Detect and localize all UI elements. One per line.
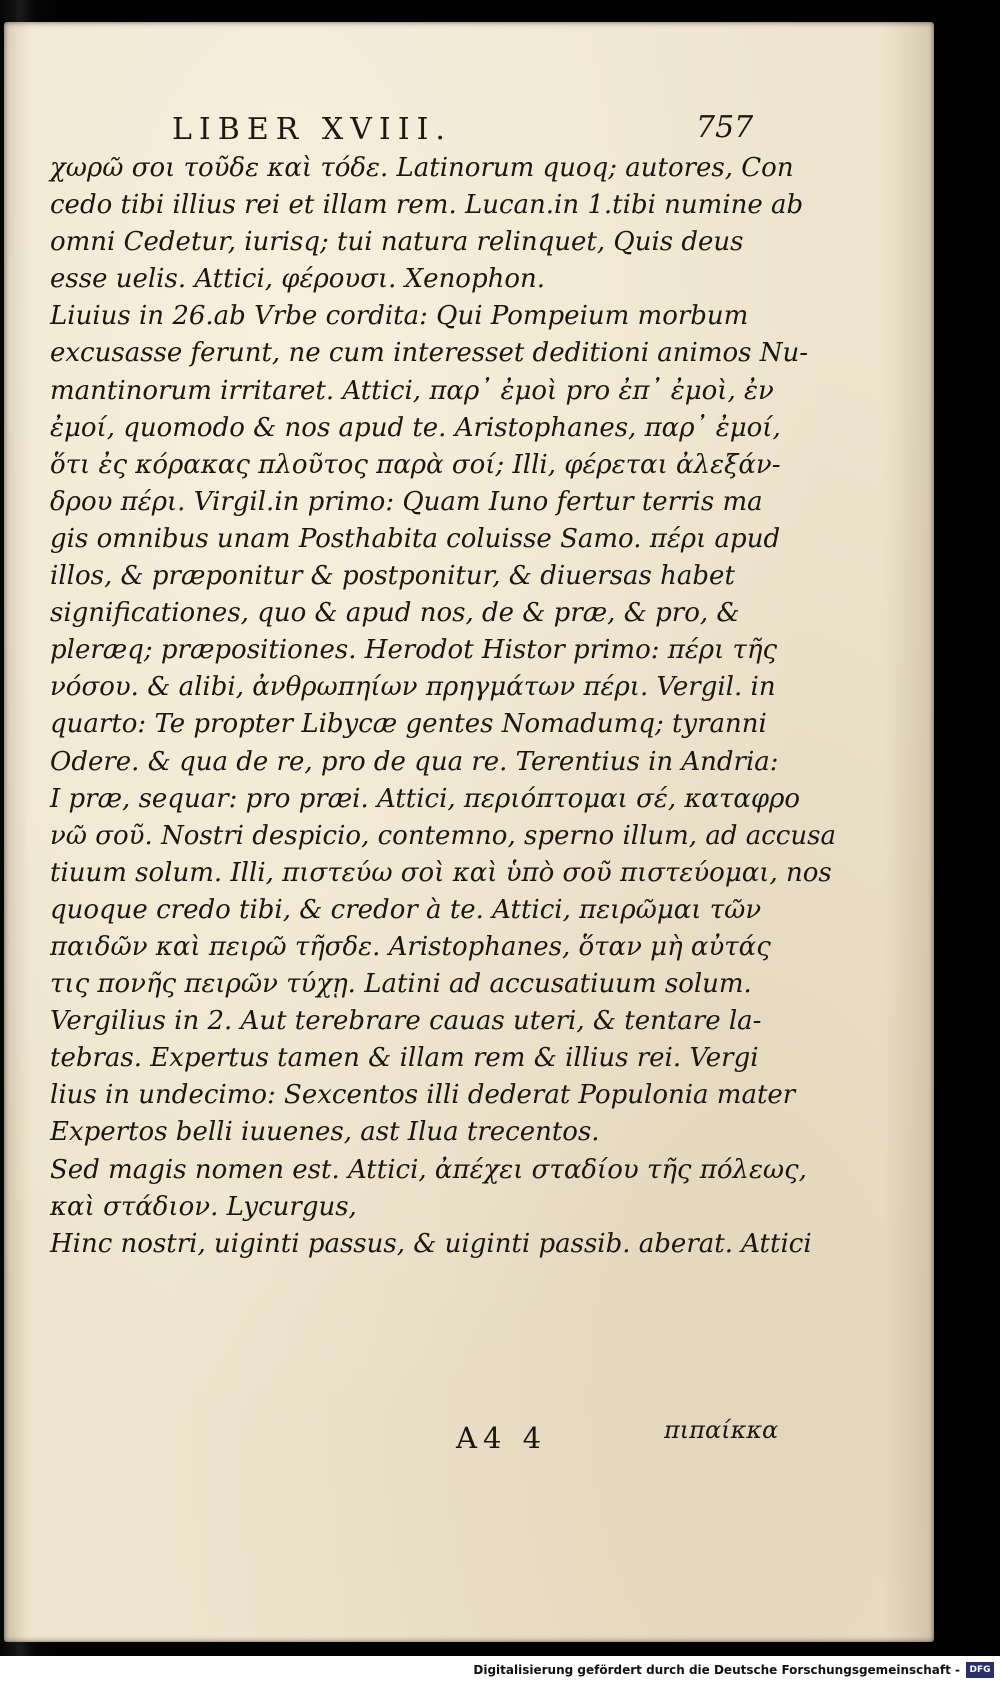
text-line: χωρῶ σοι τοῦδε καὶ τόδε. Latinorum quoq; autores, Con xyxy=(50,153,794,183)
text-line: mantinorum irritaret. Attici, παρ᾽ ἐμοὶ pro ἐπ᾽ ἐμοὶ, ἐν xyxy=(50,375,774,406)
funding-credit: Digitalisierung gefördert durch die Deutsche Forschungsgemeinschaft - xyxy=(473,1663,960,1677)
text-line: Vergilius in 2. Aut terebrare cauas uteri, & tentare la- xyxy=(50,1006,762,1037)
text-line: Odere. & qua de re, pro de qua re. Terentius in Andria: xyxy=(50,746,779,777)
text-line: δρου πέρι. Virgil.in primo: Quam Iuno fertur terris ma xyxy=(50,486,763,517)
text-line: I præ, sequar: pro præi. Attici, περιόπτομαι σέ, καταφρο xyxy=(50,783,801,814)
book-page xyxy=(4,22,934,1642)
text-line: τις πονῆς πειρῶν τύχῃ. Latini ad accusatiuum solum. xyxy=(50,969,752,1000)
text-line: excusasse ferunt, ne cum interesset deditioni animos Nu- xyxy=(50,338,809,369)
text-line: pleræq; præpositiones. Herodot Histor primo: πέρι τῆς xyxy=(50,635,778,666)
signature-mark: A4 4 xyxy=(456,1421,548,1455)
text-line: Hinc nostri, uiginti passus, & uiginti passib. aberat. Attici xyxy=(50,1228,812,1259)
text-line: esse uelis. Attici, φέρουσι. Xenophon. xyxy=(50,264,546,295)
text-line: καὶ στάδιον. Lycurgus, xyxy=(50,1191,357,1222)
credit-bar xyxy=(0,1656,1000,1687)
text-line: Liuius in 26.ab Vrbe cordita: Qui Pompeium morbum xyxy=(50,301,749,332)
text-line: lius in undecimo: Sexcentos illi dederat Populonia mater xyxy=(50,1080,796,1111)
text-line: Sed magis nomen est. Attici, ἀπέχει σταδίου τῆς πόλεως, xyxy=(50,1154,807,1185)
catchword: πιπαίκκα xyxy=(664,1416,779,1444)
text-line: tiuum solum. Illi, πιστεύω σοὶ καὶ ὑπὸ σοῦ πιστεύομαι, nos xyxy=(50,857,832,888)
text-line: illos, & præponitur & postponitur, & diuersas habet xyxy=(50,561,735,592)
text-line: tebras. Expertus tamen & illam rem & illius rei. Vergi xyxy=(50,1043,759,1074)
page-number: 757 xyxy=(696,110,754,145)
text-line: cedo tibi illius rei et illam rem. Lucan.in 1.tibi numine ab xyxy=(50,190,804,221)
text-line: παιδῶν καὶ πειρῶ τῆσδε. Aristophanes, ὅταν μὴ αὐτάς xyxy=(50,931,771,962)
text-line: Expertos belli iuuenes, ast Ilua trecentos. xyxy=(50,1117,600,1148)
text-line: quoque credo tibi, & credor à te. Attici, πειρῶμαι τῶν xyxy=(50,894,762,925)
text-line: ὅτι ἐς κόρακας πλοῦτος παρὰ σοί; Illi, φέρεται ἀλεξάν- xyxy=(50,449,781,480)
text-line: omni Cedetur, iurisq; tui natura relinquet, Quis deus xyxy=(50,227,744,258)
text-line: quarto: Te propter Libycæ gentes Nomadumq; tyranni xyxy=(50,709,767,740)
text-line: ἐμοί, quomodo & nos apud te. Aristophanes, παρ᾽ ἐμοί, xyxy=(50,412,781,443)
text-line: significationes, quo & apud nos, de & præ, & pro, & xyxy=(50,598,740,629)
dfg-logo-icon: DFG xyxy=(966,1662,994,1678)
body-text xyxy=(50,150,836,1263)
text-line: gis omnibus unam Posthabita coluisse Samo. πέρι apud xyxy=(50,523,781,554)
text-line: νῶ σοῦ. Nostri despicio, contemno, sperno illum, ad accusa xyxy=(50,820,836,851)
text-line: νόσου. & alibi, ἀνθρωπηίων πρηγμάτων πέρι. Vergil. in xyxy=(50,672,776,703)
running-head: LIBER XVIII. xyxy=(172,112,452,147)
